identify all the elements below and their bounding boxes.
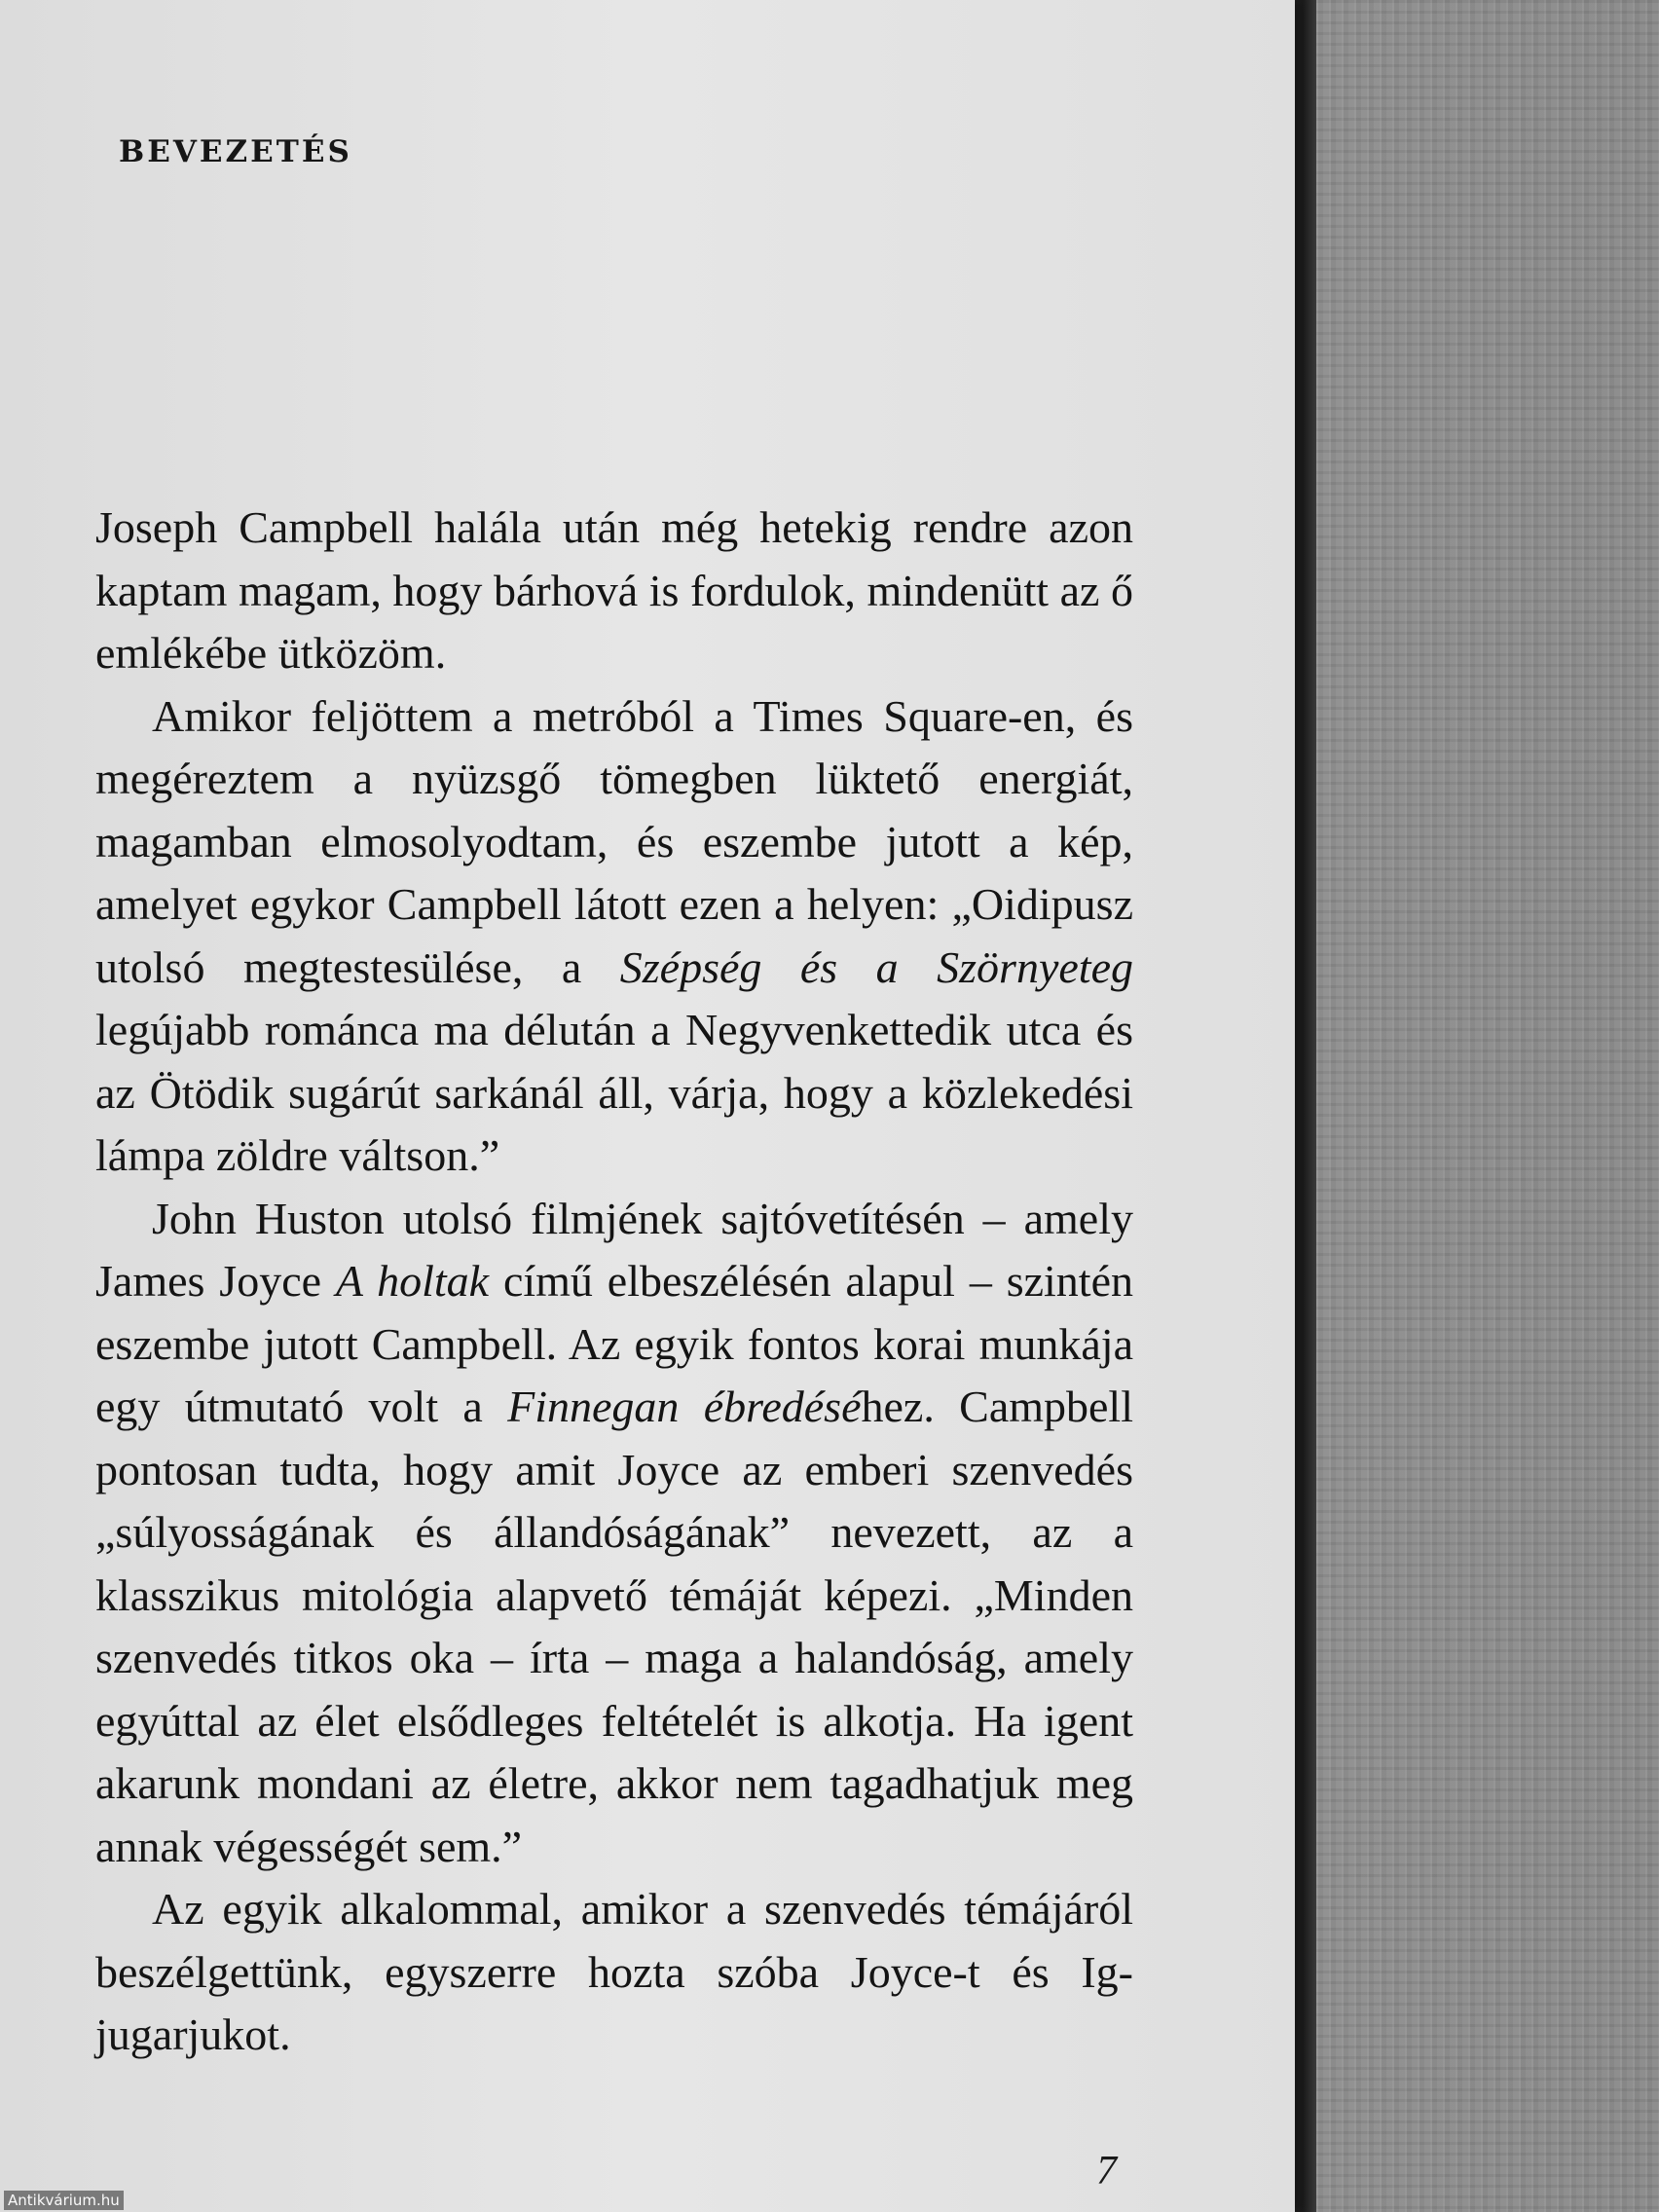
paragraph-3-text-a: John Huston utolsó filmjének sajtóvetítésén – amely James Joyce <box>95 1193 1133 1306</box>
site-watermark: Antikvárium.hu <box>4 2191 124 2210</box>
chapter-header: BEVEZETÉS <box>119 134 352 169</box>
paragraph-4: Az egyik alkalommal, amikor a szenvedés témájáról beszélgettünk, egyszerre hozta szóba Joyce-t és Igjugarjukot. <box>95 1884 1133 2059</box>
paragraph-2-text-b: legújabb románca ma délután a Negyvenkettedik utca és az Ötödik sugárút sarkánál áll, várja, hogy a közlekedési lámpa zöldre váltson.” <box>95 1005 1133 1180</box>
paragraph-2 <box>95 685 1133 1188</box>
page-number: 7 <box>1096 2149 1117 2194</box>
book-title-szepseg: Szépség és a Szörnyeteg <box>619 941 1133 992</box>
paragraph-3 <box>95 1188 1133 1879</box>
body-text <box>95 497 1133 2067</box>
book-title-a-holtak: A holtak <box>335 1256 490 1306</box>
book-title-finnegan: Finnegan ébredésé <box>507 1382 862 1431</box>
paragraph-2-text-a: Amikor feljöttem a metróból a Times Square-en, és megéreztem a nyüzsgő tömegben lüktető energiát, magamban elmosolyodtam, és eszembe jutott a kép, amelyet egykor Campbell látott ezen a helyen: „Oidipusz utolsó megtestesülése, a <box>95 690 1133 992</box>
paragraph-3-text-c: hez. Campbell pontosan tudta, hogy amit Joyce az emberi szenvedés „súlyosságának és állandóságának” nevezett, az a klasszikus mitológia alapvető témáját képezi. „Minden szenvedés titkos oka – írta – maga a halandóság, amely egyúttal az élet elsődleges feltételét is alkotja. Ha igent akarunk mondani az életre, akkor nem tagadhatjuk meg annak végességét sem.” <box>95 1382 1133 1871</box>
paragraph-1: Joseph Campbell halála után még hetekig rendre azon kaptam magam, hogy bárhová is fordulok, mindenütt az ő emlékébe ütközöm. <box>95 502 1133 678</box>
paragraph-3-text-b: című elbeszélésén alapul – szintén eszembe jutott Campbell. Az egyik fontos korai munkája egy útmutató volt a <box>95 1256 1133 1431</box>
